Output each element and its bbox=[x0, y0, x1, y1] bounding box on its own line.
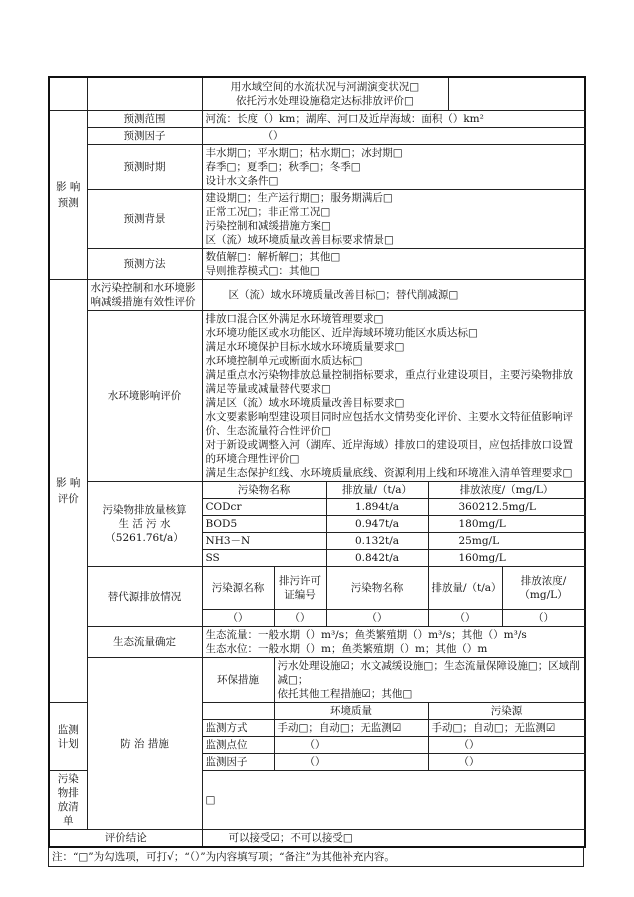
eco-label: 生态流量确定 bbox=[87, 627, 202, 658]
footnote: 注：“□”为勾选项，可打√；“（）”为内容填写项；“备注”为其他补充内容。 bbox=[48, 848, 584, 867]
env-measure-value: 污水处理设施☑；水文减缓设施□；生态流量保障设施□；区域削减□； 依托其他工程措施☑；其他□ bbox=[274, 658, 585, 703]
forecast-factor-value: （） bbox=[202, 128, 585, 145]
conclusion-row bbox=[49, 830, 585, 848]
substitute-header-amount: 排放量/（t/a） bbox=[428, 567, 502, 610]
top-row bbox=[49, 77, 585, 111]
section-yingxiang-pingjia: 影 响 评价 bbox=[49, 280, 87, 703]
emission-conc: 160mg/L bbox=[428, 550, 585, 567]
emission-amount: 0.947t/a bbox=[326, 516, 428, 533]
forecast-method-label: 预测方法 bbox=[87, 249, 202, 280]
monitor-col-src: 污染源 bbox=[428, 703, 585, 720]
substitute-header-source: 污染源名称 bbox=[202, 567, 274, 610]
monitor-row-label: 监测方式 bbox=[202, 720, 274, 737]
emission-pollutant: NH3－N bbox=[202, 533, 326, 550]
substitute-header-conc: 排放浓度/（mg/L） bbox=[502, 567, 585, 610]
mitigation-label: 水污染控制和水环境影响减缓措施有效性评价 bbox=[87, 280, 202, 311]
impact-row bbox=[49, 311, 585, 482]
monitor-env-value: 手动□；自动□；无监测☑ bbox=[274, 720, 428, 737]
emission-header-conc: 排放浓度/（mg/L） bbox=[428, 482, 585, 499]
substitute-cell: （） bbox=[274, 610, 326, 627]
emission-amount: 0.132t/a bbox=[326, 533, 428, 550]
substitute-header-pollutant: 污染物名称 bbox=[326, 567, 428, 610]
monitor-label: 监测计划 bbox=[49, 703, 87, 771]
forecast-range-value: 河流：长度（）km；湖库、河口及近岸海域：面积（）km² bbox=[202, 111, 585, 128]
forecast-period-label: 预测时期 bbox=[87, 145, 202, 190]
impact-label: 水环境影响评价 bbox=[87, 311, 202, 482]
emission-pollutant: CODcr bbox=[202, 499, 326, 516]
conclusion-value: 可以接受☑；不可以接受□ bbox=[202, 830, 585, 848]
monitor-env-value: （） bbox=[274, 737, 428, 754]
forecast-background-value: 建设期□；生产运行期□；服务期满后□ 正常工况□；非正常工况□ 污染控制和减缓措施方案□ 区（流）域环境质量改善目标要求情景□ bbox=[202, 190, 585, 249]
forecast-factor-row bbox=[49, 128, 585, 145]
mitigation-value: 区（流）域水环境质量改善目标□；替代削减源□ bbox=[202, 280, 585, 311]
monitor-row-label: 监测因子 bbox=[202, 754, 274, 771]
monitor-env-value: （） bbox=[274, 754, 428, 771]
section-fangzhi-cuoshi: 防 治 措施 bbox=[87, 658, 202, 830]
assessment-table bbox=[48, 76, 586, 848]
substitute-header-row bbox=[49, 567, 585, 610]
impact-value: 排放口混合区外满足水环境管理要求□ 水环境功能区或水功能区、近岸海域环境功能区水质达标□ 满足水环境保护目标水域水环境质量要求□ 水环境控制单元或断面水质达标□ 满足重点水污染物排放总量控制指标要求，重点行业建设项目，主要污染物排放满足等量或减量替代要求□ 满足区（流）域水环境质量改善目标要求□ 水文要素影响型建设项目同时应包括水文情势变化评价、主要水文特征值影响评价、生态流量符合性评价□ 对于新设或调整入河（湖库、近岸海域）排放口的建设项目，应包括排放口设置的环境合理性评价□ 满足生态保护红线、水环境质量底线、资源利用上线和环境准入清单管理要求□ bbox=[202, 311, 585, 482]
section-yingxiang-yuce: 影 响 预测 bbox=[49, 111, 87, 280]
emission-header-row bbox=[49, 482, 585, 499]
monitor-src-value: （） bbox=[428, 737, 585, 754]
form-page bbox=[48, 76, 584, 867]
monitor-col-env: 环境质量 bbox=[274, 703, 428, 720]
monitor-src-value: 手动□；自动□；无监测☑ bbox=[428, 720, 585, 737]
substitute-cell: （） bbox=[202, 610, 274, 627]
eco-value: 生态流量：一般水期（）m³/s；鱼类繁殖期（）m³/s；其他（）m³/s 生态水位：一般水期（）m；鱼类繁殖期（）m；其他（）m bbox=[202, 627, 585, 658]
monitor-row-label: 监测点位 bbox=[202, 737, 274, 754]
emission-conc: 360212.5mg/L bbox=[428, 499, 585, 516]
forecast-factor-label: 预测因子 bbox=[87, 128, 202, 145]
emission-label: 污染物排放量核算 生 活 污 水 （5261.76t/a） bbox=[87, 482, 202, 567]
emission-pollutant: SS bbox=[202, 550, 326, 567]
emission-pollutant: BOD5 bbox=[202, 516, 326, 533]
top-text: 用水域空间的水流状况与河湖演变状况□ 依托污水处理设施稳定达标排放评价□ bbox=[202, 77, 448, 111]
emission-list-value: □ bbox=[202, 771, 585, 830]
monitor-src-value: （） bbox=[428, 754, 585, 771]
eco-row bbox=[49, 627, 585, 658]
env-measure-row bbox=[49, 658, 585, 703]
substitute-cell: （） bbox=[502, 610, 585, 627]
substitute-cell: （） bbox=[428, 610, 502, 627]
substitute-label: 替代源排放情况 bbox=[87, 567, 202, 627]
emission-list-label: 污染物排放清单 bbox=[49, 771, 87, 830]
emission-conc: 180mg/L bbox=[428, 516, 585, 533]
forecast-method-value: 数值解□：解析解□；其他□ 导则推荐模式□：其他□ bbox=[202, 249, 585, 280]
emission-header-pollutant: 污染物名称 bbox=[202, 482, 326, 499]
forecast-background-row bbox=[49, 190, 585, 249]
forecast-period-value: 丰水期□；平水期□；枯水期□；冰封期□ 春季□；夏季□；秋季□；冬季□ 设计水文条件□ bbox=[202, 145, 585, 190]
emission-conc: 25mg/L bbox=[428, 533, 585, 550]
substitute-header-permit: 排污许可证编号 bbox=[274, 567, 326, 610]
emission-amount: 0.842t/a bbox=[326, 550, 428, 567]
mitigation-row bbox=[49, 280, 585, 311]
forecast-method-row bbox=[49, 249, 585, 280]
emission-header-amount: 排放量/（t/a） bbox=[326, 482, 428, 499]
env-measure-label: 环保措施 bbox=[202, 658, 274, 703]
forecast-period-row bbox=[49, 145, 585, 190]
emission-amount: 1.894t/a bbox=[326, 499, 428, 516]
substitute-cell: （） bbox=[326, 610, 428, 627]
conclusion-label: 评价结论 bbox=[49, 830, 202, 848]
forecast-range-label: 预测范围 bbox=[87, 111, 202, 128]
forecast-background-label: 预测背景 bbox=[87, 190, 202, 249]
forecast-range-row bbox=[49, 111, 585, 128]
